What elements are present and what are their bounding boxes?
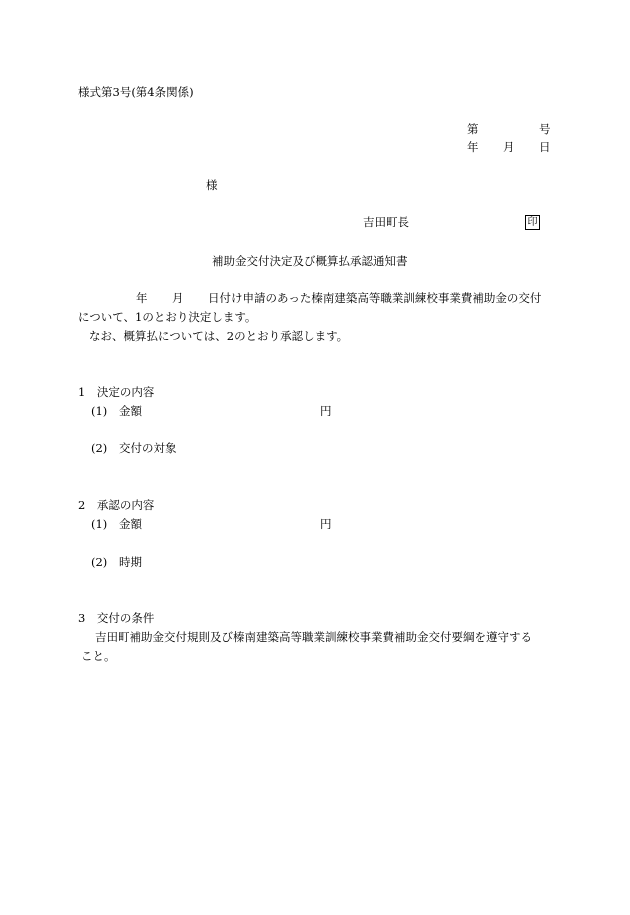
section1-item2-label: 交付の対象 [119,441,177,455]
section3-heading: 3 交付の条件 [78,611,155,625]
body-line3: なお、概算払については、2のとおり承認します。 [89,329,349,343]
body-month: 月 [172,291,184,305]
section1-heading: 1 決定の内容 [78,385,155,399]
section2-item1-unit: 円 [320,517,332,531]
section1-item1-label: 金額 [119,404,142,418]
seal-stamp: 印 [525,215,540,230]
section3-line1: 吉田町補助金交付規則及び榛南建築高等職業訓練校事業費補助金交付要綱を遵守する [95,630,532,644]
date-year: 年 [467,140,479,154]
body-year: 年 [136,291,148,305]
section1-item1-unit: 円 [320,404,332,418]
sender-name: 吉田町長 [363,215,409,229]
section2-heading: 2 承認の内容 [78,498,155,512]
section1-item1-number: (1) [91,404,108,418]
section2-item2-label: 時期 [119,555,142,569]
document-title: 補助金交付決定及び概算払承認通知書 [212,254,408,268]
date-month: 月 [503,140,515,154]
section2-item2-number: (2) [91,555,108,569]
section2-item1-label: 金額 [119,517,142,531]
section3-line2: こと。 [81,649,116,663]
addressee-honorific: 様 [206,178,218,192]
date-day: 日 [539,140,551,154]
reference-number-prefix: 第 [467,122,479,136]
form-number-label: 様式第3号(第4条関係) [78,85,194,99]
body-line1: 日付け申請のあった榛南建築高等職業訓練校事業費補助金の交付 [208,291,542,305]
section1-item2-number: (2) [91,441,108,455]
section2-item1-number: (1) [91,517,108,531]
body-line2: について、1のとおり決定します。 [78,310,257,324]
reference-number-suffix: 号 [539,122,551,136]
